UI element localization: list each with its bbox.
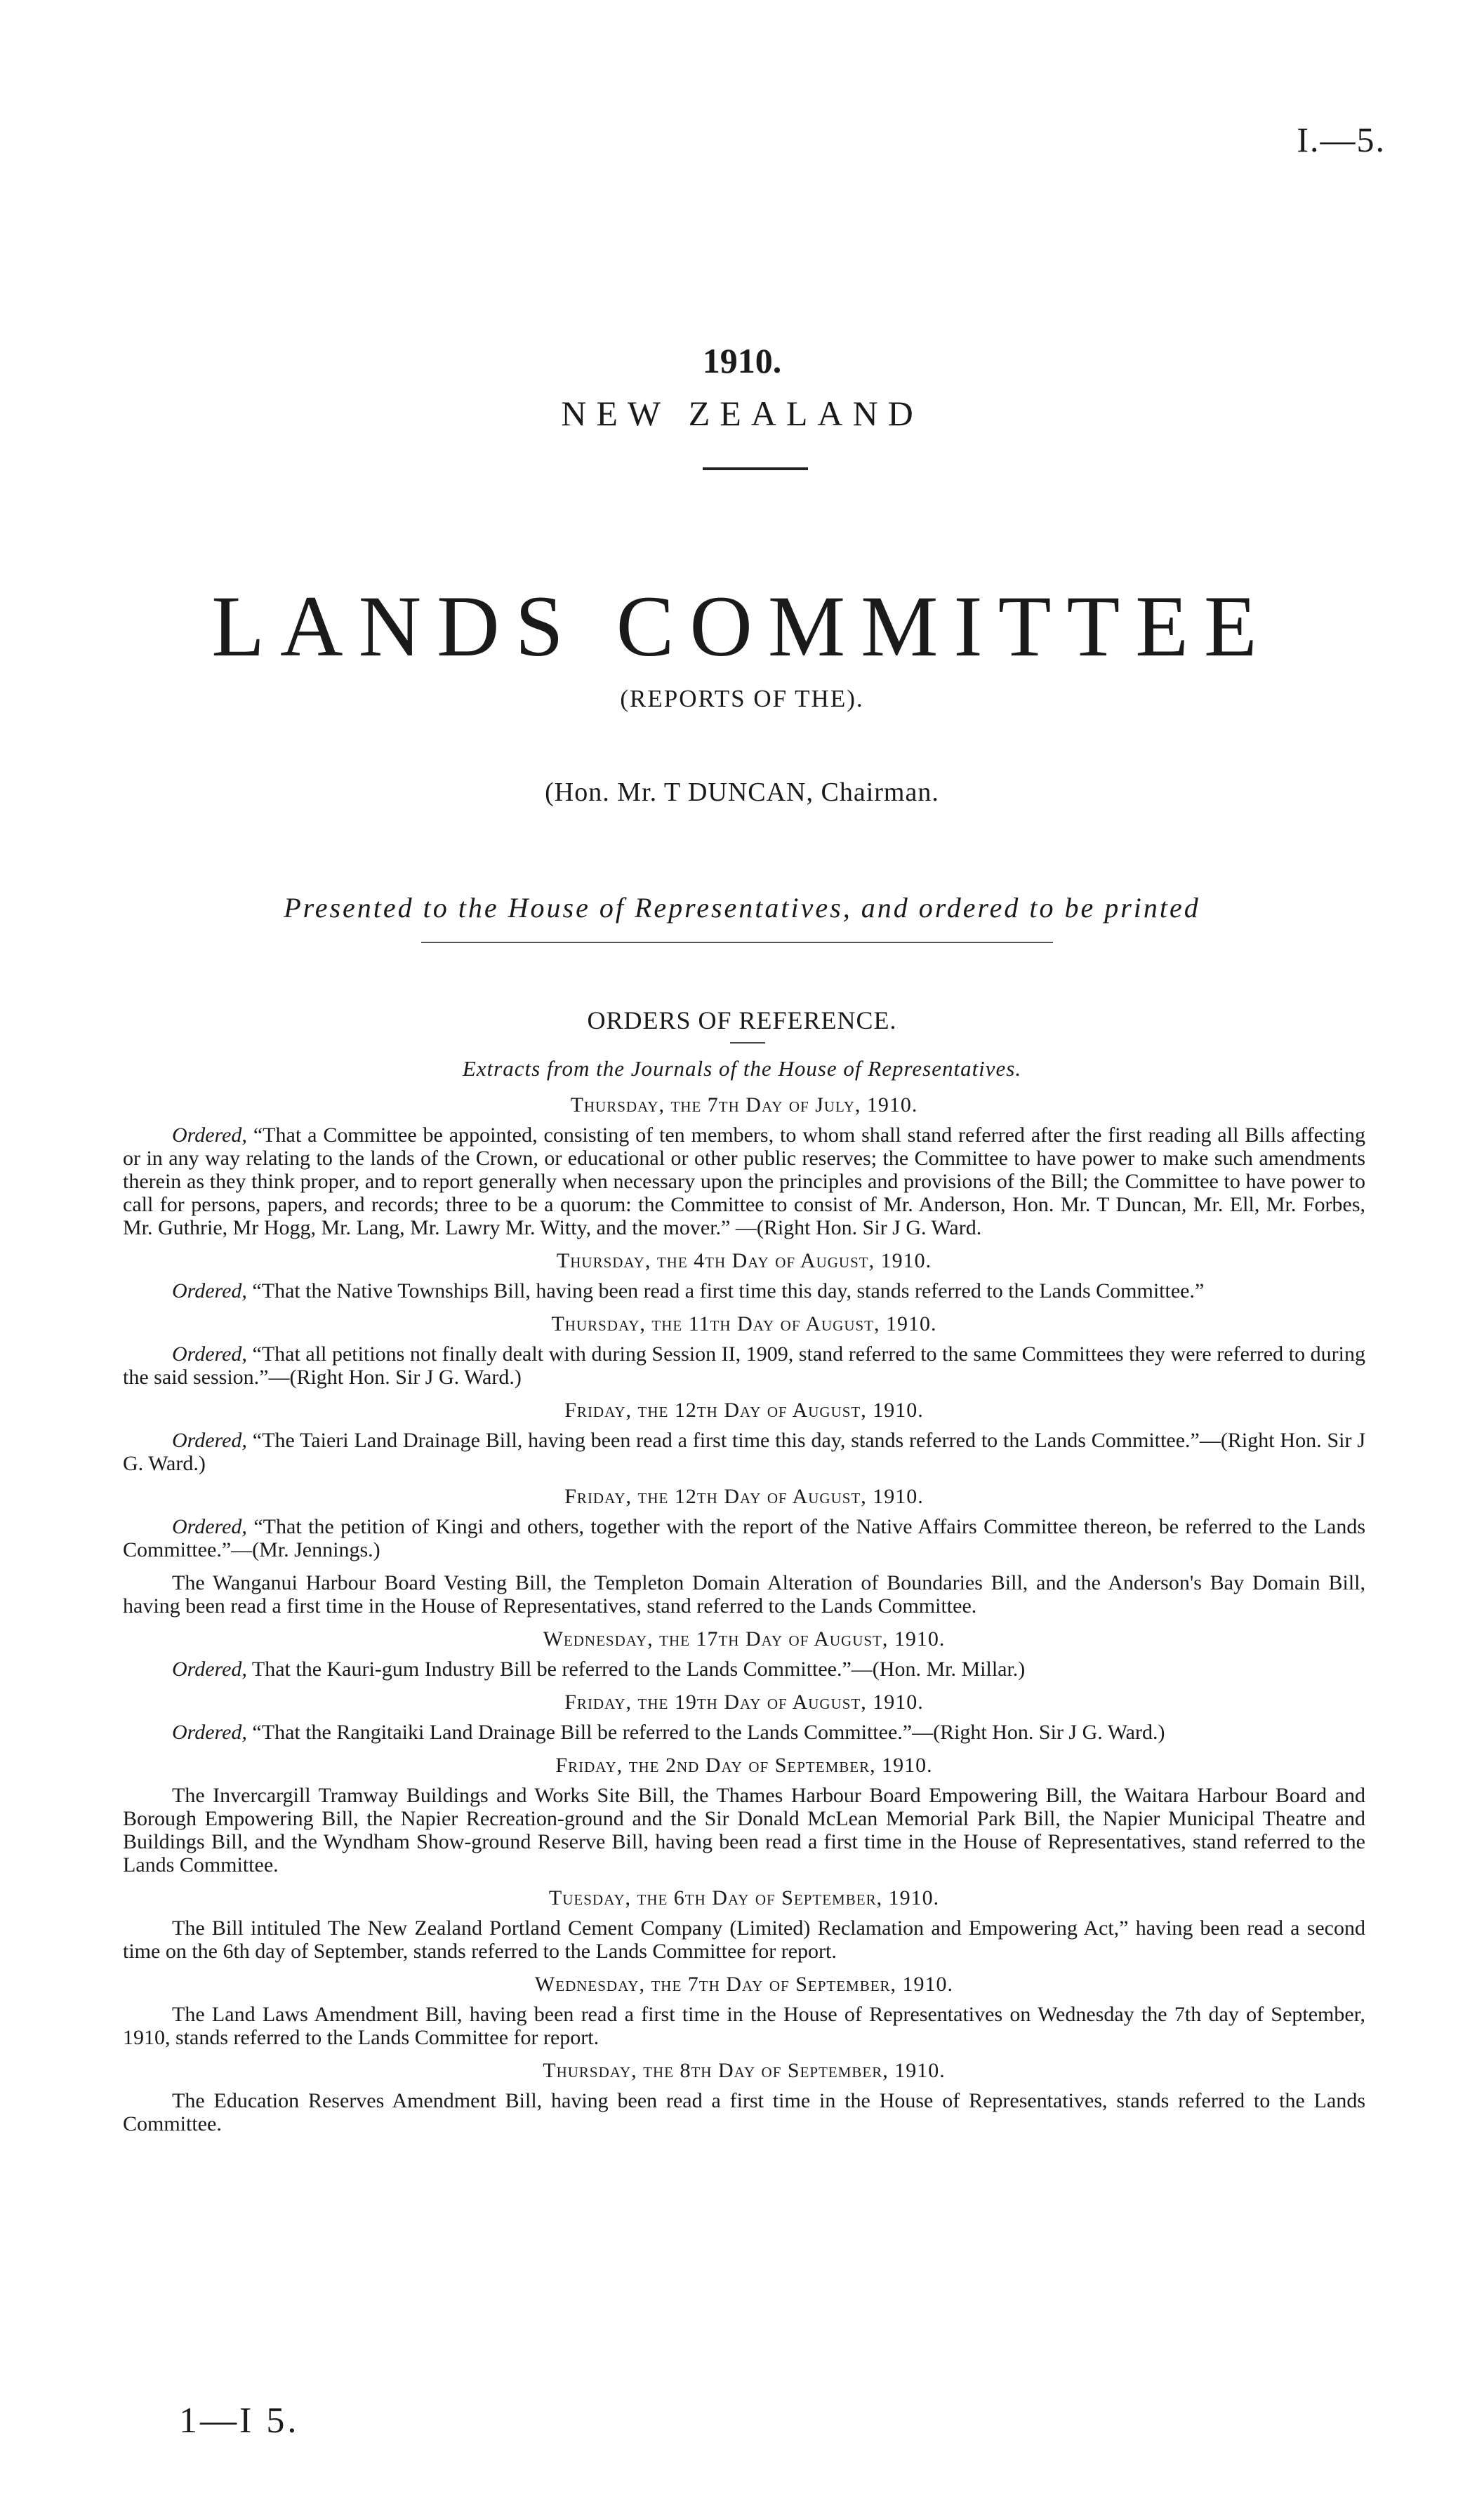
orders-heading: ORDERS OF REFERENCE.: [587, 1006, 897, 1034]
section-divider: [421, 942, 1053, 943]
order-entry: [123, 1312, 1365, 1389]
extracts-heading: Extracts from the Journals of the House of Representatives.: [462, 1056, 1022, 1081]
order-paragraph: [123, 1342, 1365, 1389]
ordered-label: Ordered,: [172, 1279, 247, 1302]
order-paragraph: [123, 1916, 1365, 1963]
order-paragraph: [123, 1279, 1365, 1302]
ordered-label: Ordered,: [172, 1515, 247, 1538]
paragraph-text: The Education Reserves Amendment Bill, having been read a first time in the House of Representatives, stands referred to the Lands Committee.: [123, 2089, 1365, 2135]
entry-date: Friday, the 19th Day of August, 1910.: [564, 1691, 924, 1714]
entry-date: Friday, the 12th Day of August, 1910.: [564, 1485, 924, 1508]
order-paragraph: [123, 1571, 1365, 1618]
paragraph-text: “That the petition of Kingi and others, together with the report of the Native Affairs Committee thereon, be referred to the Lands Committee.”—(Mr. Jennings.): [123, 1515, 1366, 1561]
order-paragraph: [123, 1124, 1365, 1239]
order-entry: [123, 1886, 1365, 1963]
order-entry: [123, 1973, 1365, 2049]
page-reference: I.—5.: [1297, 120, 1386, 159]
chairman-line: (Hon. Mr. T DUNCAN, Chairman.: [545, 778, 939, 807]
paragraph-text: “That a Committee be appointed, consisting of ten members, to whom shall stand referred after the first reading all Bills affecting or in any way relating to the lands of the Crown, or educational or other public reserves; the Committee to have power to make such amendments therein as they think proper, and to report generally when necessary upon the principles and provisions of the Bill; the Committee to have power to call for persons, papers, and records; three to be a quorum: the Committee to consist of Mr. Anderson, Hon. Mr. T Duncan, Mr. Ell, Mr. Forbes, Mr. Guthrie, Mr Hogg, Mr. Lang, Mr. Lawry Mr. Witty, and the mover.” —(Right Hon. Sir J G. Ward.: [123, 1124, 1366, 1239]
order-entry: [123, 1249, 1365, 1302]
document-title: LANDS COMMITTEE: [211, 578, 1273, 674]
presented-line: Presented to the House of Representatives, and ordered to be printed: [284, 892, 1200, 924]
paragraph-text: The Land Laws Amendment Bill, having been read a first time in the House of Representatives on Wednesday the 7th day of September, 1910, stands referred to the Lands Committee for report.: [123, 2003, 1365, 2049]
country-heading: NEW ZEALAND: [561, 394, 923, 433]
orders-divider: [730, 1042, 765, 1044]
footer-signature: 1—I 5.: [179, 2401, 300, 2441]
paragraph-text: The Bill intituled The New Zealand Portland Cement Company (Limited) Reclamation and Empowering Act,” having been read a second time on the 6th day of September, stands referred to the Lands Committee for report.: [123, 1916, 1365, 1963]
paragraph-text: “That all petitions not finally dealt with during Session II, 1909, stand referred to the same Committees they were referred to during the said session.”—(Right Hon. Sir J G. Ward.): [123, 1342, 1366, 1389]
paragraph-text: “That the Native Townships Bill, having been read a first time this day, stands referred to the Lands Committee.”: [252, 1279, 1205, 1302]
entry-date: Thursday, the 7th Day of July, 1910.: [570, 1093, 918, 1116]
entry-date: Thursday, the 8th Day of September, 1910.: [543, 2059, 946, 2082]
paragraph-text: “The Taieri Land Drainage Bill, having been read a first time this day, stands referred to the Lands Committee.”—(Right Hon. Sir J G. Ward.): [123, 1429, 1365, 1475]
paragraph-text: The Invercargill Tramway Buildings and Works Site Bill, the Thames Harbour Board Empowering Bill, the Waitara Harbour Board and Borough Empowering Bill, the Napier Recreation-ground and the Sir Donald McLean Memorial Park Bill, the Napier Municipal Theatre and Buildings Bill, and the Wyndham Show-ground Reserve Bill, having been read a first time in the House of Representatives, stand referred to the Lands Committee.: [123, 1784, 1365, 1876]
order-entry: [123, 1485, 1365, 1618]
order-entry: [123, 1754, 1365, 1876]
document-year: 1910.: [702, 341, 782, 380]
ordered-label: Ordered,: [172, 1658, 247, 1681]
orders-body: [123, 1089, 1365, 2145]
order-entry: [123, 1691, 1365, 1744]
order-paragraph: [123, 1784, 1365, 1876]
order-entry: [123, 1093, 1365, 1239]
order-paragraph: [123, 1721, 1365, 1744]
ordered-label: Ordered,: [172, 1124, 247, 1147]
order-paragraph: [123, 1658, 1365, 1681]
entry-date: Thursday, the 4th Day of August, 1910.: [556, 1249, 932, 1272]
entry-date: Thursday, the 11th Day of August, 1910.: [551, 1312, 937, 1335]
ordered-label: Ordered,: [172, 1721, 247, 1744]
ordered-label: Ordered,: [172, 1342, 247, 1366]
paragraph-text: That the Kauri-gum Industry Bill be referred to the Lands Committee.”—(Hon. Mr. Millar.): [251, 1658, 1026, 1681]
order-paragraph: [123, 1429, 1365, 1475]
order-paragraph: [123, 2003, 1365, 2049]
order-entry: [123, 1627, 1365, 1681]
document-subtitle: (REPORTS OF THE).: [620, 685, 864, 712]
entry-date: Tuesday, the 6th Day of September, 1910.: [548, 1886, 940, 1909]
entry-date: Friday, the 12th Day of August, 1910.: [564, 1399, 924, 1422]
order-paragraph: [123, 1515, 1365, 1561]
ordered-label: Ordered,: [172, 1429, 247, 1452]
heading-divider: [703, 467, 808, 470]
paragraph-text: “That the Rangitaiki Land Drainage Bill be referred to the Lands Committee.”—(Right Hon. Sir J G. Ward.): [252, 1721, 1165, 1744]
paragraph-text: The Wanganui Harbour Board Vesting Bill, the Templeton Domain Alteration of Boundaries Bill, and the Anderson's Bay Domain Bill, having been read a first time in the House of Representatives, stand referred to the Lands Committee.: [123, 1571, 1365, 1618]
order-paragraph: [123, 2089, 1365, 2135]
order-entry: [123, 1399, 1365, 1475]
entry-date: Wednesday, the 17th Day of August, 1910.: [543, 1627, 946, 1651]
entry-date: Friday, the 2nd Day of September, 1910.: [555, 1754, 933, 1777]
entry-date: Wednesday, the 7th Day of September, 1910.: [534, 1973, 954, 1996]
order-entry: [123, 2059, 1365, 2135]
